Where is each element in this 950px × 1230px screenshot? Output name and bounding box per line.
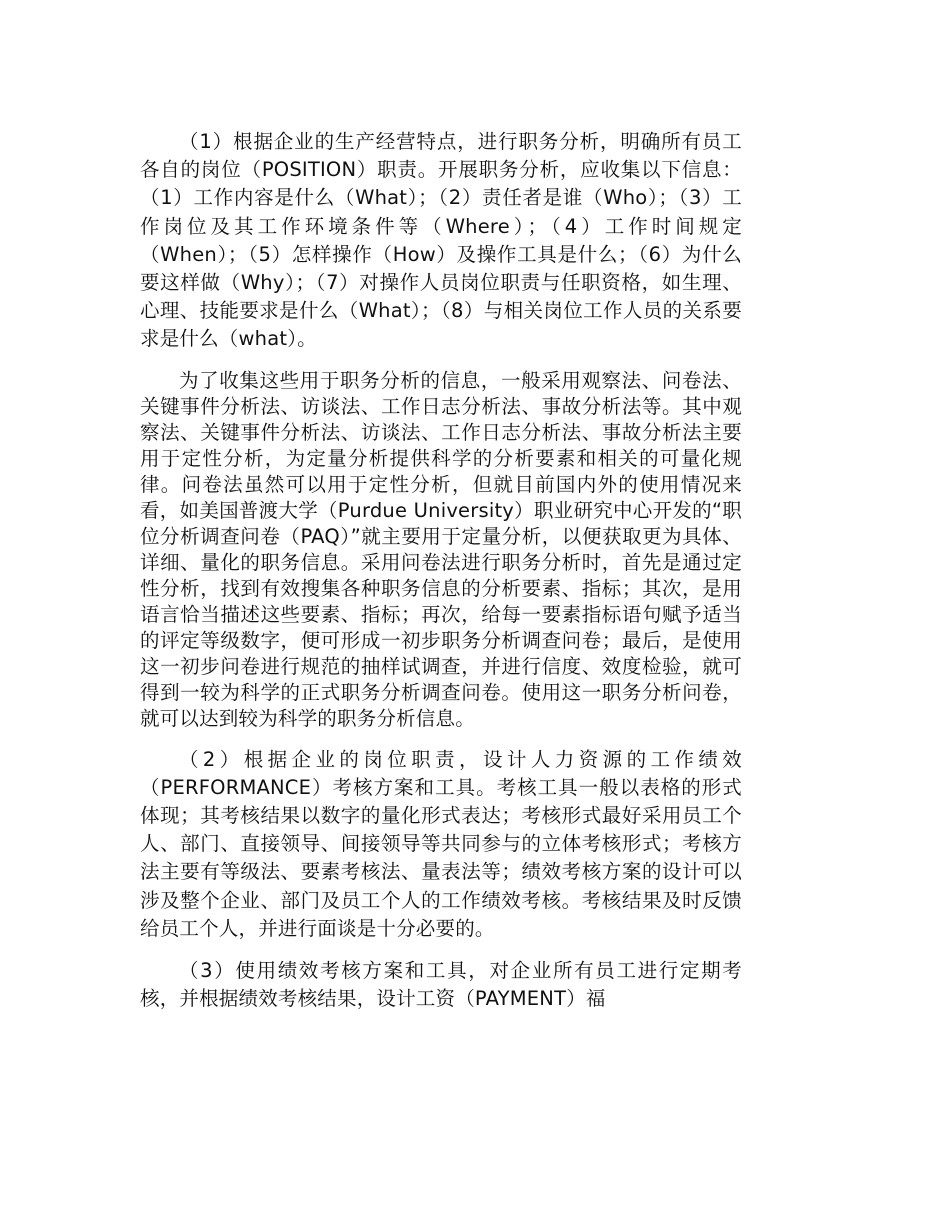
paragraph-position-analysis: （1）根据企业的生产经营特点，进行职务分析，明确所有员工各自的岗位（POSITION）职责。开展职务分析，应收集以下信息：（1）工作内容是什么（What）；（2）责任者是谁（Who）；（3）工作岗位及其工作环境条件等（Where）；（4）工作时间规定（When）；（5）怎样操作（How）及操作工具是什么；（6）为什么要这样做（Why）；（7）对操作人员岗位职责与任职资格，如生理、心理、技能要求是什么（What）；（8）与相关岗位工作人员的关系要求是什么（what）。 [140, 130, 742, 351]
paragraph-performance-assessment: （2）根据企业的岗位职责，设计人力资源的工作绩效（PERFORMANCE）考核方案和工具。考核工具一般以表格的形式体现；其考核结果以数字的量化形式表达；考核形式最好采用员工个人、部门、直接领导、间接领导等共同参与的立体考核形式；考核方法主要有等级法、要素考核法、量表法等；绩效考核方案的设计可以涉及整个企业、部门及员工个人的工作绩效考核。考核结果及时反馈给员工个人，并进行面谈是十分必要的。 [140, 747, 742, 940]
document-body [140, 128, 742, 1027]
paragraph-information-collection-methods: 为了收集这些用于职务分析的信息，一般采用观察法、问卷法、关键事件分析法、访谈法、工作日志分析法、事故分析法等。其中观察法、关键事件分析法、访谈法、工作日志分析法、事故分析法主要用于定性分析，为定量分析提供科学的分析要素和相关的可量化规律。问卷法虽然可以用于定性分析，但就目前国内外的使用情况来看，如美国普渡大学（Purdue University）职业研究中心开发的“职位分析调查问卷（PAQ）”就主要用于定量分析，以便获取更为具体、详细、量化的职务信息。采用问卷法进行职务分析时，首先是通过定性分析，找到有效搜集各种职务信息的分析要素、指标；其次，是用语言恰当描述这些要素、指标；再次，给每一要素指标语句赋予适当的评定等级数字，便可形成一初步职务分析调查问卷；最后，是使用这一初步问卷进行规范的抽样试调查，并进行信度、效度检验，就可得到一较为科学的正式职务分析调查问卷。使用这一职务分析问卷，就可以达到较为科学的职务分析信息。 [140, 368, 742, 730]
paragraph-payment-design: （3）使用绩效考核方案和工具，对企业所有员工进行定期考核，并根据绩效考核结果，设计工资（PAYMENT）福 [140, 959, 742, 1011]
